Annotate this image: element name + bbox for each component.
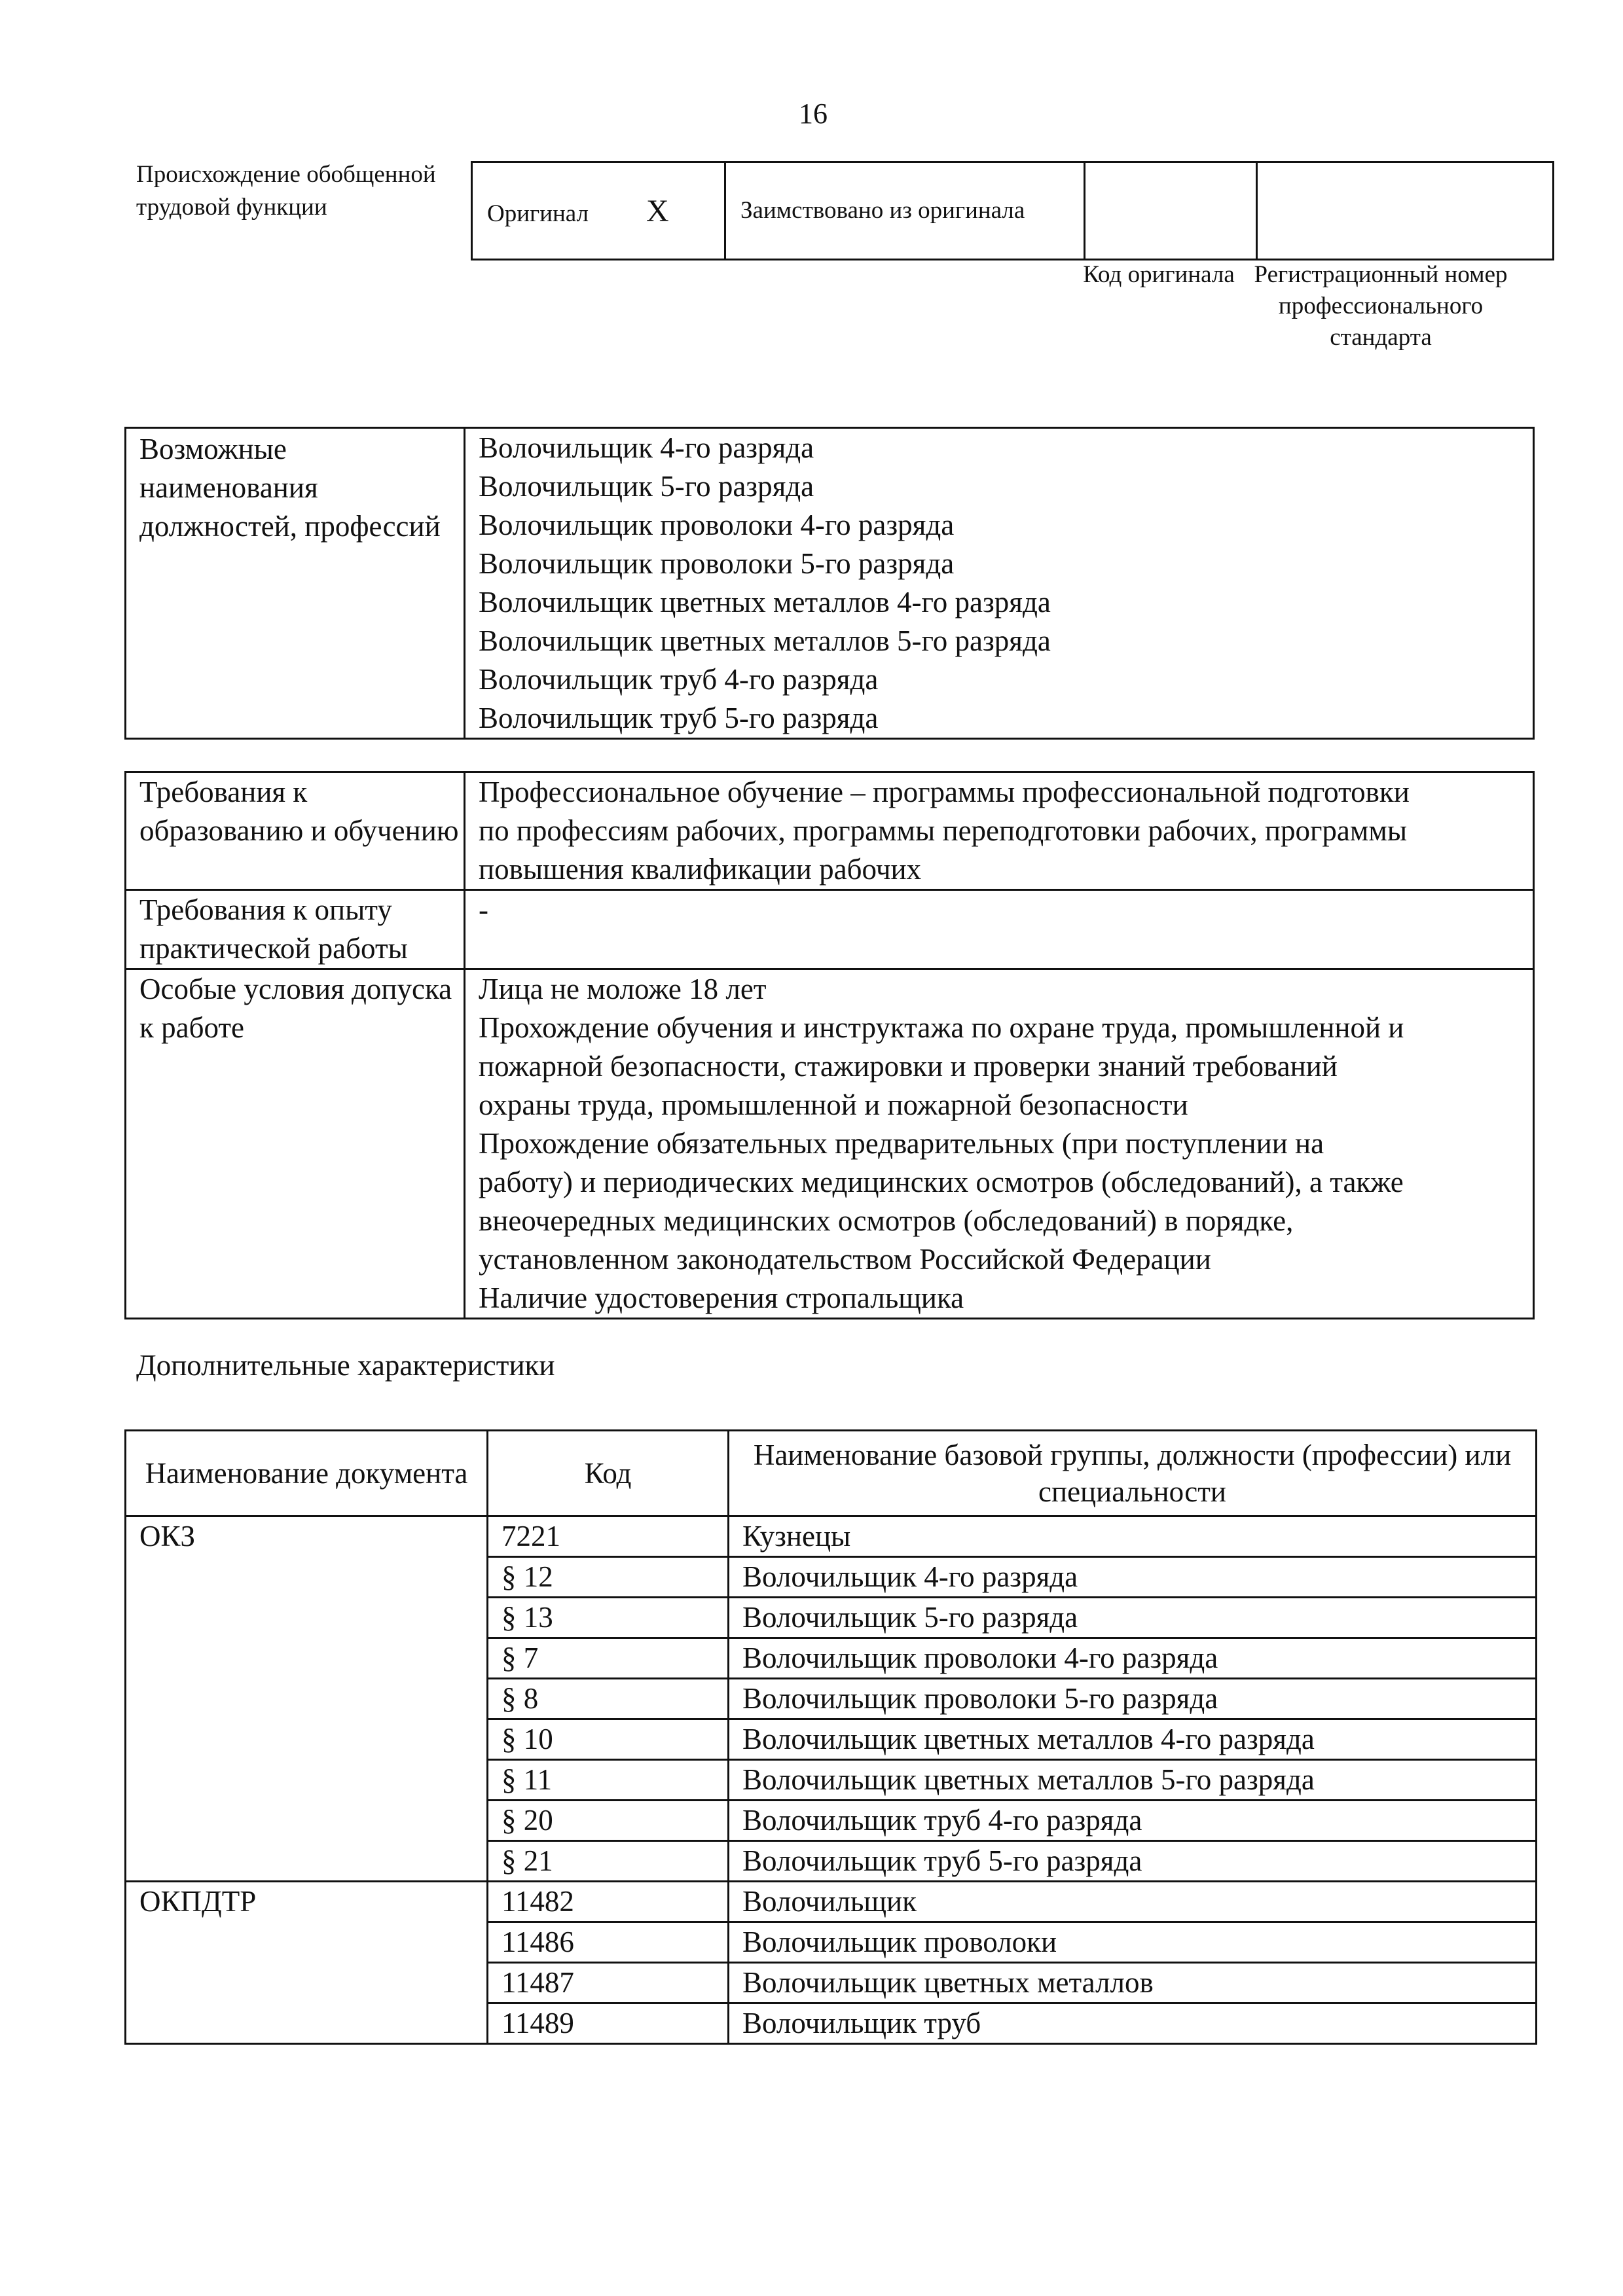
requirement-line: внеочередных медицинских осмотров (обследований) в порядке, xyxy=(479,1204,1294,1237)
additional-table-body xyxy=(126,1516,1537,2044)
name-cell: Волочильщик цветных металлов 5-го разряда xyxy=(729,1760,1537,1801)
code-cell: 11487 xyxy=(488,1963,729,2003)
requirement-line: работу) и периодических медицинских осмотров (обследований), а также xyxy=(479,1166,1404,1198)
position-item: Волочильщик 5-го разряда xyxy=(479,470,814,503)
code-cell: § 13 xyxy=(488,1598,729,1638)
requirement-line: Прохождение обучения и инструктажа по охране труда, промышленной и xyxy=(479,1011,1404,1044)
code-cell: 11489 xyxy=(488,2003,729,2044)
original-mark: X xyxy=(646,193,669,228)
position-item: Волочильщик 4-го разряда xyxy=(479,431,814,464)
position-item: Волочильщик проволоки 5-го разряда xyxy=(479,547,955,580)
code-cell: 11482 xyxy=(488,1882,729,1922)
page-number: 16 xyxy=(799,98,828,130)
requirement-line: Наличие удостоверения стропальщика xyxy=(479,1282,964,1314)
positions-table xyxy=(124,427,1535,740)
name-cell: Волочильщик цветных металлов 4-го разряда xyxy=(729,1719,1537,1760)
name-cell: Волочильщик 5-го разряда xyxy=(729,1598,1537,1638)
borrowed-label: Заимствовано из оригинала xyxy=(725,162,1085,260)
position-item: Волочильщик цветных металлов 5-го разряда xyxy=(479,624,1051,657)
requirement-row xyxy=(126,969,1534,1319)
requirement-value xyxy=(465,969,1534,1319)
position-item: Волочильщик труб 4-го разряда xyxy=(479,663,879,696)
name-cell: Волочильщик проволоки xyxy=(729,1922,1537,1963)
name-cell: Волочильщик проволоки 5-го разряда xyxy=(729,1679,1537,1719)
code-cell: § 21 xyxy=(488,1841,729,1882)
column-header-document: Наименование документа xyxy=(126,1431,488,1516)
requirement-line: пожарной безопасности, стажировки и проверки знаний требований xyxy=(479,1050,1338,1083)
requirement-line: Прохождение обязательных предварительных (при поступлении на xyxy=(479,1127,1324,1160)
original-label: Оригинал xyxy=(487,200,589,227)
position-item: Волочильщик труб 5-го разряда xyxy=(479,702,879,734)
column-header-name: Наименование базовой группы, должности (профессии) или специальности xyxy=(729,1431,1537,1516)
code-cell: § 8 xyxy=(488,1679,729,1719)
table-row xyxy=(126,1516,1537,1557)
name-cell: Волочильщик труб 4-го разряда xyxy=(729,1801,1537,1841)
position-item: Волочильщик проволоки 4-го разряда xyxy=(479,509,955,541)
requirement-line: установленном законодательством Российской Федерации xyxy=(479,1243,1211,1276)
name-cell: Волочильщик труб 5-го разряда xyxy=(729,1841,1537,1882)
code-cell: § 10 xyxy=(488,1719,729,1760)
name-cell: Волочильщик труб xyxy=(729,2003,1537,2044)
additional-table xyxy=(124,1429,1537,2045)
original-code-cell xyxy=(1085,162,1257,260)
table-row xyxy=(126,1882,1537,1922)
requirement-row xyxy=(126,772,1534,890)
requirement-value xyxy=(465,890,1534,969)
requirement-line: Лица не моложе 18 лет xyxy=(479,973,767,1005)
section-title: Дополнительные характеристики xyxy=(136,1349,555,1382)
requirements-table xyxy=(124,771,1535,1319)
origin-original-cell xyxy=(472,162,725,260)
column-header-code: Код xyxy=(488,1431,729,1516)
requirement-label: Требования к образованию и обучению xyxy=(126,772,465,890)
requirement-line: Профессиональное обучение – программы профессиональной подготовки xyxy=(479,776,1410,808)
code-cell: § 20 xyxy=(488,1801,729,1841)
code-cell: 7221 xyxy=(488,1516,729,1557)
name-cell: Волочильщик xyxy=(729,1882,1537,1922)
requirement-row xyxy=(126,890,1534,969)
name-cell: Волочильщик проволоки 4-го разряда xyxy=(729,1638,1537,1679)
name-cell: Волочильщик 4-го разряда xyxy=(729,1557,1537,1598)
registration-number-cell xyxy=(1257,162,1554,260)
document-cell: ОКПДТР xyxy=(126,1882,488,2044)
positions-list xyxy=(465,428,1534,739)
positions-label: Возможные наименования должностей, профессий xyxy=(126,428,465,739)
position-item: Волочильщик цветных металлов 4-го разряда xyxy=(479,586,1051,619)
registration-caption: Регистрационный номер профессионального стандарта xyxy=(1254,261,1508,351)
code-cell: § 7 xyxy=(488,1638,729,1679)
code-cell: § 11 xyxy=(488,1760,729,1801)
requirement-line: охраны труда, промышленной и пожарной безопасности xyxy=(479,1088,1188,1121)
origin-table xyxy=(471,161,1554,260)
code-cell: 11486 xyxy=(488,1922,729,1963)
origin-label: Происхождение обобщенной трудовой функции xyxy=(136,161,436,221)
requirement-line: - xyxy=(479,893,488,926)
name-cell: Кузнецы xyxy=(729,1516,1537,1557)
name-cell: Волочильщик цветных металлов xyxy=(729,1963,1537,2003)
document-cell: ОКЗ xyxy=(126,1516,488,1882)
requirement-line: по профессиям рабочих, программы переподготовки рабочих, программы xyxy=(479,814,1408,847)
requirement-value xyxy=(465,772,1534,890)
table-header-row xyxy=(126,1431,1537,1516)
code-cell: § 12 xyxy=(488,1557,729,1598)
code-caption: Код оригинала xyxy=(1083,261,1235,288)
requirement-label: Особые условия допуска к работе xyxy=(126,969,465,1319)
requirement-line: повышения квалификации рабочих xyxy=(479,853,922,886)
requirement-label: Требования к опыту практической работы xyxy=(126,890,465,969)
